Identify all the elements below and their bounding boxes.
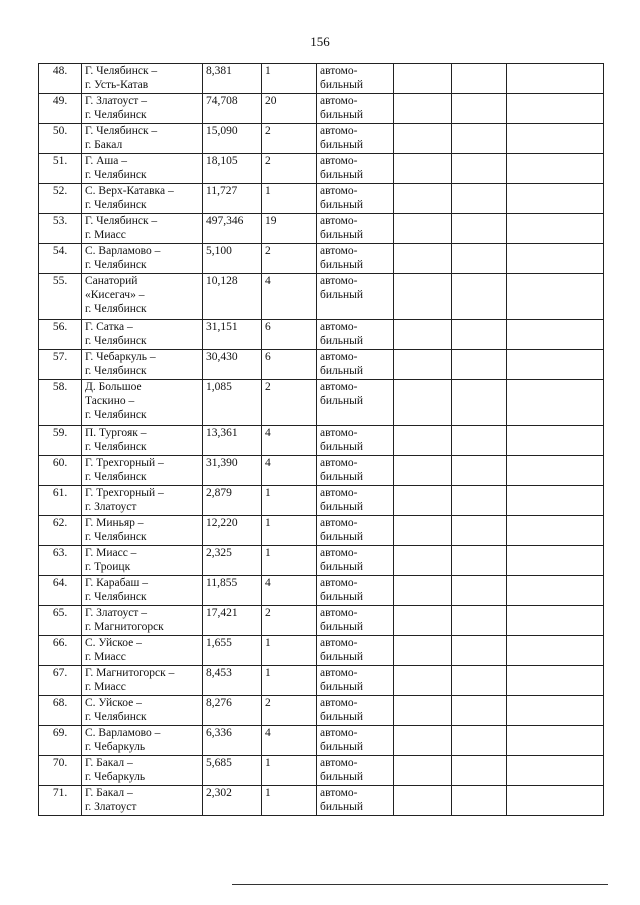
empty-cell — [394, 516, 452, 546]
empty-cell — [394, 786, 452, 816]
transport-type: автомо- бильный — [317, 350, 394, 380]
table-row — [39, 94, 604, 124]
transport-type: автомо- бильный — [317, 184, 394, 214]
table-row — [39, 696, 604, 726]
empty-cell — [452, 696, 507, 726]
route-count: 2 — [262, 380, 317, 426]
route-name: Г. Трехгорный – г. Челябинск — [82, 456, 203, 486]
route-count: 1 — [262, 516, 317, 546]
empty-cell — [507, 576, 604, 606]
empty-cell — [452, 320, 507, 350]
route-name: Г. Чебаркуль – г. Челябинск — [82, 350, 203, 380]
transport-type: автомо- бильный — [317, 274, 394, 320]
table-row — [39, 756, 604, 786]
empty-cell — [507, 726, 604, 756]
row-number: 53. — [39, 214, 82, 244]
route-count: 4 — [262, 426, 317, 456]
empty-cell — [394, 380, 452, 426]
route-distance: 5,685 — [203, 756, 262, 786]
transport-type: автомо- бильный — [317, 606, 394, 636]
empty-cell — [507, 516, 604, 546]
row-number: 49. — [39, 94, 82, 124]
table-row — [39, 320, 604, 350]
table-row — [39, 426, 604, 456]
route-count: 20 — [262, 94, 317, 124]
empty-cell — [507, 320, 604, 350]
empty-cell — [507, 606, 604, 636]
empty-cell — [394, 486, 452, 516]
transport-type: автомо- бильный — [317, 124, 394, 154]
row-number: 63. — [39, 546, 82, 576]
empty-cell — [507, 636, 604, 666]
empty-cell — [394, 350, 452, 380]
route-distance: 30,430 — [203, 350, 262, 380]
transport-type: автомо- бильный — [317, 426, 394, 456]
row-number: 70. — [39, 756, 82, 786]
empty-cell — [452, 154, 507, 184]
row-number: 64. — [39, 576, 82, 606]
row-number: 60. — [39, 456, 82, 486]
route-name: Г. Златоуст – г. Магнитогорск — [82, 606, 203, 636]
route-distance: 10,128 — [203, 274, 262, 320]
route-distance: 12,220 — [203, 516, 262, 546]
empty-cell — [452, 516, 507, 546]
empty-cell — [394, 214, 452, 244]
empty-cell — [452, 606, 507, 636]
empty-cell — [394, 666, 452, 696]
route-distance: 11,855 — [203, 576, 262, 606]
table-row — [39, 576, 604, 606]
route-count: 4 — [262, 456, 317, 486]
empty-cell — [452, 726, 507, 756]
row-number: 52. — [39, 184, 82, 214]
empty-cell — [507, 184, 604, 214]
empty-cell — [394, 244, 452, 274]
empty-cell — [452, 184, 507, 214]
routes-table — [38, 63, 604, 816]
route-count: 1 — [262, 636, 317, 666]
route-distance: 11,727 — [203, 184, 262, 214]
route-count: 6 — [262, 320, 317, 350]
route-name: Санаторий «Кисегач» – г. Челябинск — [82, 274, 203, 320]
empty-cell — [394, 456, 452, 486]
route-count: 1 — [262, 786, 317, 816]
empty-cell — [507, 786, 604, 816]
empty-cell — [507, 124, 604, 154]
route-distance: 2,879 — [203, 486, 262, 516]
row-number: 58. — [39, 380, 82, 426]
route-name: Г. Челябинск – г. Бакал — [82, 124, 203, 154]
route-distance: 31,151 — [203, 320, 262, 350]
empty-cell — [507, 426, 604, 456]
transport-type: автомо- бильный — [317, 546, 394, 576]
row-number: 48. — [39, 64, 82, 94]
row-number: 69. — [39, 726, 82, 756]
empty-cell — [452, 426, 507, 456]
empty-cell — [507, 546, 604, 576]
route-name: Г. Трехгорный – г. Златоуст — [82, 486, 203, 516]
table-row — [39, 726, 604, 756]
empty-cell — [507, 244, 604, 274]
row-number: 55. — [39, 274, 82, 320]
route-distance: 8,276 — [203, 696, 262, 726]
route-distance: 497,346 — [203, 214, 262, 244]
empty-cell — [507, 274, 604, 320]
route-distance: 18,105 — [203, 154, 262, 184]
route-distance: 1,655 — [203, 636, 262, 666]
route-name: Г. Миасс – г. Троицк — [82, 546, 203, 576]
transport-type: автомо- бильный — [317, 64, 394, 94]
row-number: 61. — [39, 486, 82, 516]
table-row — [39, 606, 604, 636]
route-count: 2 — [262, 124, 317, 154]
empty-cell — [394, 320, 452, 350]
empty-cell — [507, 456, 604, 486]
table-row — [39, 184, 604, 214]
row-number: 51. — [39, 154, 82, 184]
route-count: 1 — [262, 756, 317, 786]
route-distance: 13,361 — [203, 426, 262, 456]
table-row — [39, 214, 604, 244]
table-row — [39, 274, 604, 320]
route-name: Г. Челябинск – г. Усть-Катав — [82, 64, 203, 94]
route-name: Г. Магнитогорск – г. Миасс — [82, 666, 203, 696]
route-count: 6 — [262, 350, 317, 380]
table-row — [39, 666, 604, 696]
empty-cell — [394, 546, 452, 576]
empty-cell — [452, 756, 507, 786]
empty-cell — [394, 124, 452, 154]
transport-type: автомо- бильный — [317, 244, 394, 274]
table-row — [39, 486, 604, 516]
empty-cell — [507, 154, 604, 184]
table-row — [39, 516, 604, 546]
route-count: 2 — [262, 244, 317, 274]
row-number: 56. — [39, 320, 82, 350]
empty-cell — [452, 350, 507, 380]
empty-cell — [452, 576, 507, 606]
route-name: Г. Бакал – г. Чебаркуль — [82, 756, 203, 786]
route-name: Д. Большое Таскино – г. Челябинск — [82, 380, 203, 426]
empty-cell — [394, 636, 452, 666]
table-row — [39, 786, 604, 816]
route-name: Г. Бакал – г. Златоуст — [82, 786, 203, 816]
route-distance: 17,421 — [203, 606, 262, 636]
route-distance: 1,085 — [203, 380, 262, 426]
empty-cell — [507, 666, 604, 696]
route-distance: 31,390 — [203, 456, 262, 486]
row-number: 50. — [39, 124, 82, 154]
empty-cell — [394, 154, 452, 184]
route-count: 4 — [262, 576, 317, 606]
transport-type: автомо- бильный — [317, 320, 394, 350]
route-name: Г. Сатка – г. Челябинск — [82, 320, 203, 350]
empty-cell — [452, 274, 507, 320]
route-name: Г. Аша – г. Челябинск — [82, 154, 203, 184]
table-row — [39, 546, 604, 576]
route-count: 2 — [262, 154, 317, 184]
transport-type: автомо- бильный — [317, 94, 394, 124]
transport-type: автомо- бильный — [317, 576, 394, 606]
transport-type: автомо- бильный — [317, 636, 394, 666]
empty-cell — [452, 486, 507, 516]
route-name: Г. Миньяр – г. Челябинск — [82, 516, 203, 546]
route-count: 1 — [262, 486, 317, 516]
route-count: 1 — [262, 64, 317, 94]
empty-cell — [452, 380, 507, 426]
table-row — [39, 64, 604, 94]
empty-cell — [394, 606, 452, 636]
route-name: С. Варламово – г. Чебаркуль — [82, 726, 203, 756]
transport-type: автомо- бильный — [317, 666, 394, 696]
table-row — [39, 244, 604, 274]
empty-cell — [507, 64, 604, 94]
table-row — [39, 154, 604, 184]
empty-cell — [452, 214, 507, 244]
row-number: 71. — [39, 786, 82, 816]
row-number: 68. — [39, 696, 82, 726]
empty-cell — [394, 184, 452, 214]
table-row — [39, 350, 604, 380]
transport-type: автомо- бильный — [317, 380, 394, 426]
empty-cell — [452, 94, 507, 124]
route-count: 1 — [262, 546, 317, 576]
row-number: 57. — [39, 350, 82, 380]
page-number: 156 — [310, 34, 330, 49]
route-name: П. Тургояк – г. Челябинск — [82, 426, 203, 456]
empty-cell — [452, 244, 507, 274]
transport-type: автомо- бильный — [317, 486, 394, 516]
route-count: 4 — [262, 274, 317, 320]
transport-type: автомо- бильный — [317, 786, 394, 816]
row-number: 62. — [39, 516, 82, 546]
route-distance: 6,336 — [203, 726, 262, 756]
route-name: Г. Карабаш – г. Челябинск — [82, 576, 203, 606]
empty-cell — [507, 756, 604, 786]
route-distance: 74,708 — [203, 94, 262, 124]
route-count: 2 — [262, 606, 317, 636]
route-distance: 2,302 — [203, 786, 262, 816]
empty-cell — [507, 350, 604, 380]
transport-type: автомо- бильный — [317, 696, 394, 726]
route-count: 1 — [262, 184, 317, 214]
route-name: Г. Челябинск – г. Миасс — [82, 214, 203, 244]
row-number: 66. — [39, 636, 82, 666]
route-distance: 8,381 — [203, 64, 262, 94]
table-row — [39, 636, 604, 666]
route-name: С. Верх-Катавка – г. Челябинск — [82, 184, 203, 214]
empty-cell — [394, 726, 452, 756]
empty-cell — [452, 456, 507, 486]
route-name: С. Уйское – г. Миасс — [82, 636, 203, 666]
empty-cell — [394, 64, 452, 94]
empty-cell — [452, 546, 507, 576]
table-row — [39, 380, 604, 426]
transport-type: автомо- бильный — [317, 214, 394, 244]
transport-type: автомо- бильный — [317, 516, 394, 546]
row-number: 54. — [39, 244, 82, 274]
route-distance: 5,100 — [203, 244, 262, 274]
row-number: 67. — [39, 666, 82, 696]
empty-cell — [452, 124, 507, 154]
empty-cell — [507, 94, 604, 124]
routes-table-body — [39, 64, 604, 816]
route-count: 1 — [262, 666, 317, 696]
route-count: 19 — [262, 214, 317, 244]
empty-cell — [507, 380, 604, 426]
empty-cell — [394, 576, 452, 606]
empty-cell — [507, 214, 604, 244]
empty-cell — [507, 486, 604, 516]
transport-type: автомо- бильный — [317, 456, 394, 486]
empty-cell — [452, 666, 507, 696]
route-name: С. Варламово – г. Челябинск — [82, 244, 203, 274]
route-name: Г. Златоуст – г. Челябинск — [82, 94, 203, 124]
route-distance: 2,325 — [203, 546, 262, 576]
row-number: 65. — [39, 606, 82, 636]
transport-type: автомо- бильный — [317, 756, 394, 786]
route-name: С. Уйское – г. Челябинск — [82, 696, 203, 726]
route-distance: 8,453 — [203, 666, 262, 696]
route-distance: 15,090 — [203, 124, 262, 154]
route-count: 4 — [262, 726, 317, 756]
empty-cell — [452, 636, 507, 666]
table-row — [39, 456, 604, 486]
table-row — [39, 124, 604, 154]
empty-cell — [394, 426, 452, 456]
row-number: 59. — [39, 426, 82, 456]
empty-cell — [394, 94, 452, 124]
empty-cell — [507, 696, 604, 726]
empty-cell — [394, 696, 452, 726]
transport-type: автомо- бильный — [317, 726, 394, 756]
footer-rule — [232, 884, 608, 885]
route-count: 2 — [262, 696, 317, 726]
empty-cell — [394, 756, 452, 786]
empty-cell — [452, 786, 507, 816]
transport-type: автомо- бильный — [317, 154, 394, 184]
empty-cell — [394, 274, 452, 320]
empty-cell — [452, 64, 507, 94]
